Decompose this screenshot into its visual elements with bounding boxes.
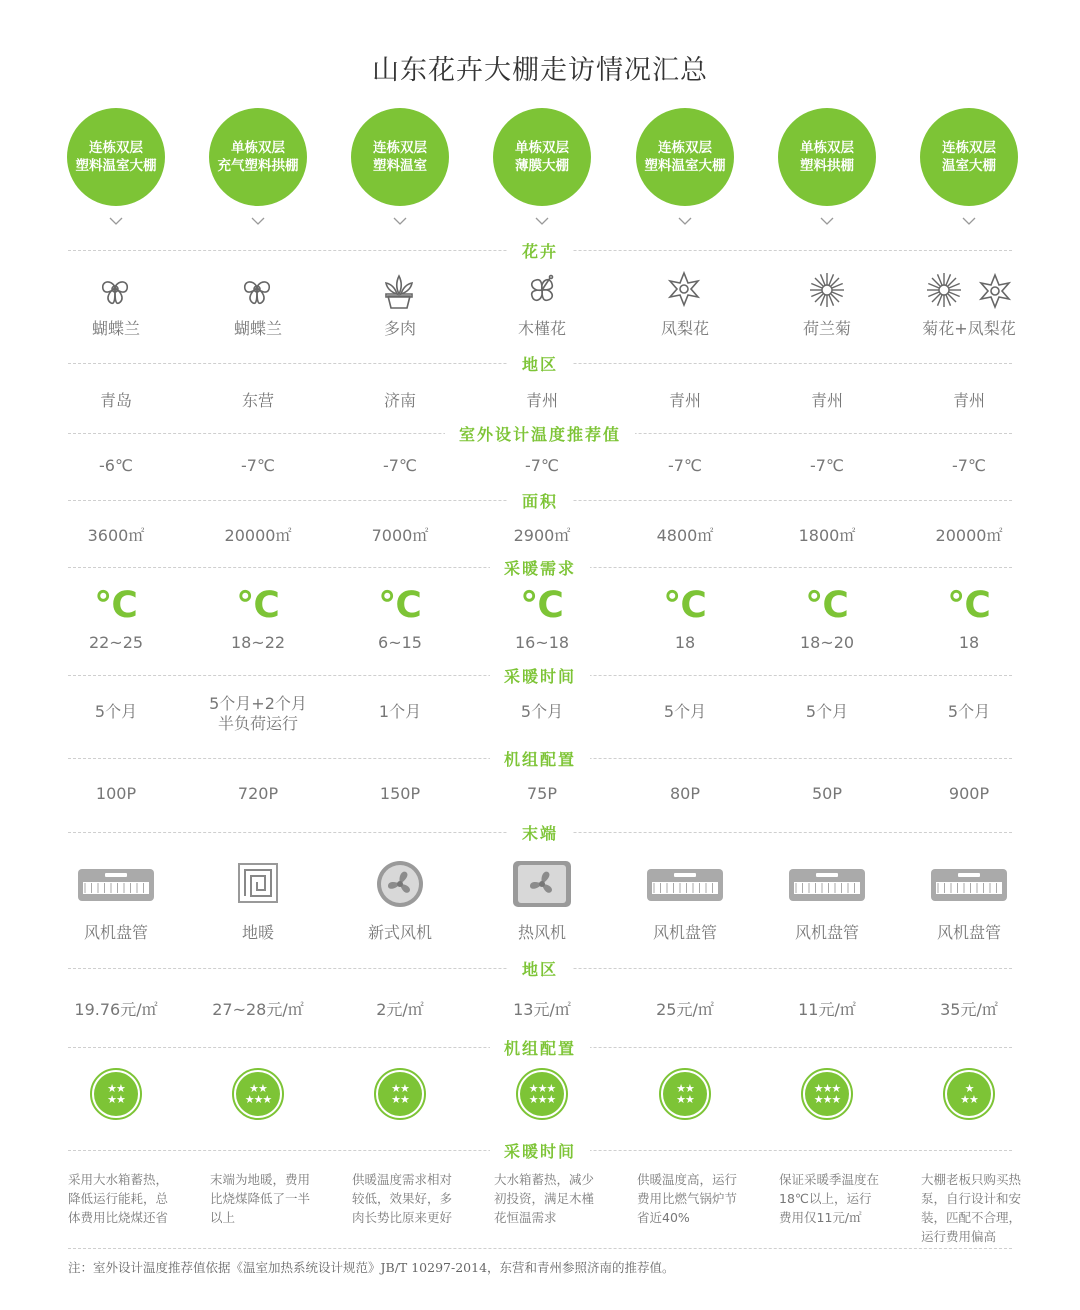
region-value: 济南 [383,391,416,410]
chevron-down-icon [962,210,976,229]
new-fan-icon [376,860,424,912]
orchid-icon [238,270,276,312]
heating-time-line1: 5个月 [663,702,707,721]
heating-temp-value: 16~18 [514,633,570,652]
heating-time-line1: 1个月 [378,702,422,721]
remark-text [779,1170,909,1227]
outdoor-temp-value: -6℃ [99,456,133,475]
section-header [0,957,1080,980]
remark-line: 费用比燃气锅炉节 [637,1191,738,1206]
heating-time-value [183,694,333,734]
outdoor-temp-value: -7℃ [952,456,986,475]
terminal-name: 风机盘管 [652,923,717,942]
remark-text [494,1170,624,1227]
remark-text [68,1170,198,1227]
star-icons: ★ ★★ [947,1072,991,1116]
celsius-icon: ℃ [947,585,991,626]
remark-text [637,1170,767,1227]
heater-fan-icon [512,860,572,912]
greenhouse-type-badge [778,108,876,206]
greenhouse-type-badge [636,108,734,206]
heating-time-line1: 5个月 [805,702,849,721]
terminal-name: 地暖 [241,923,274,942]
remark-line: 供暖温度高，运行 [637,1172,738,1187]
greenhouse-type-line2: 薄膜大棚 [515,158,569,174]
greenhouse-type-badge [67,108,165,206]
chevron-down-icon [393,210,407,229]
star-rating-badge [516,1068,568,1120]
remark-line: 运行费用偏高 [921,1229,997,1244]
fan-coil-icon [646,868,724,906]
remark-line: 降低运行能耗，总 [68,1191,169,1206]
flower-name: 蝴蝶兰 [233,319,282,338]
bromeliad-icon [665,270,703,312]
unit-config-value: 720P [237,784,279,803]
heating-time-value [894,702,1044,722]
chevron-down-icon [678,210,692,229]
heating-time-value [41,702,191,722]
section-header [0,1036,1080,1059]
area-value: 20000㎡ [935,526,1003,545]
greenhouse-type-line2: 塑料温室 [373,158,427,174]
section-header [0,1139,1080,1162]
outdoor-temp-value: -7℃ [810,456,844,475]
celsius-icon: ℃ [520,585,564,626]
greenhouse-type-line1: 连栋双层 [942,140,996,156]
flower-name: 木槿花 [517,319,566,338]
heating-time-line2: 半负荷运行 [217,714,298,733]
unit-config-value: 50P [811,784,842,803]
section-header-label: 机组配置 [490,750,590,769]
remark-line: 费用仅11元/㎡ [779,1210,862,1225]
section-header [0,239,1080,262]
greenhouse-type-line1: 连栋双层 [373,140,427,156]
aster-icon [807,270,847,314]
greenhouse-type-line2: 塑料温室大棚 [644,158,726,174]
terminal-name: 风机盘管 [794,923,859,942]
area-value: 4800㎡ [656,526,714,545]
remark-line: 18℃以上，运行 [779,1191,872,1206]
remark-line: 比烧煤降低了一半 [210,1191,311,1206]
heating-temp-value: 18~20 [799,633,855,652]
terminal-name: 新式风机 [367,923,432,942]
remark-line: 体费用比烧煤还省 [68,1210,169,1225]
hibiscus-icon [522,270,562,314]
cost-value: 11元/㎡ [798,1000,856,1019]
region-value: 青岛 [99,391,132,410]
unit-config-value: 900P [948,784,990,803]
unit-config-value: 75P [526,784,557,803]
remark-line: 肉长势比原来更好 [352,1210,453,1225]
remark-line: 泵，自行设计和安 [921,1191,1022,1206]
outdoor-temp-value: -7℃ [525,456,559,475]
outdoor-temp-value: -7℃ [241,456,275,475]
greenhouse-type-line2: 塑料温室大棚 [75,158,157,174]
cost-value: 35元/㎡ [940,1000,998,1019]
chevron-down-icon [535,210,549,229]
unit-config-value: 150P [379,784,421,803]
greenhouse-type-line1: 单栋双层 [231,140,285,156]
region-value: 青州 [525,391,558,410]
star-icons: ★★ ★★ [663,1072,707,1116]
greenhouse-type-line1: 单栋双层 [800,140,854,156]
heating-time-value [325,702,475,722]
area-value: 7000㎡ [371,526,429,545]
section-header [0,422,1080,445]
region-value: 东营 [241,391,274,410]
flower-name: 多肉 [383,319,416,338]
flower-name: 荷兰菊 [802,319,851,338]
succulent-icon [380,270,418,314]
section-header-label: 面积 [508,492,572,511]
greenhouse-type-line2: 温室大棚 [942,158,996,174]
unit-config-value: 80P [669,784,700,803]
section-header-label: 机组配置 [490,1039,590,1058]
star-rating-badge [659,1068,711,1120]
section-header-label: 采暖时间 [490,1142,590,1161]
star-rating-badge [232,1068,284,1120]
section-header [0,664,1080,687]
area-value: 1800㎡ [798,526,856,545]
section-header-label: 花卉 [508,242,572,261]
remark-line: 较低，效果好，多 [352,1191,453,1206]
celsius-icon: ℃ [378,585,422,626]
heating-temp-value: 22~25 [88,633,144,652]
cost-value: 13元/㎡ [513,1000,571,1019]
chevron-down-icon [109,210,123,229]
section-header-label: 室外设计温度推荐值 [445,425,635,444]
star-icons: ★★★ ★★★ [805,1072,849,1116]
heating-temp-value: 18 [958,633,980,652]
region-value: 青州 [952,391,985,410]
cost-value: 19.76元/㎡ [74,1000,158,1019]
fan-coil-icon [930,868,1008,906]
heating-time-line1: 5个月 [947,702,991,721]
heating-time-line1: 5个月+2个月 [209,694,307,713]
remark-line: 末端为地暖，费用 [210,1172,311,1187]
heating-temp-value: 18~22 [230,633,286,652]
greenhouse-type-line1: 连栋双层 [89,140,143,156]
section-header-label: 采暖时间 [490,667,590,686]
section-header [0,489,1080,512]
celsius-icon: ℃ [663,585,707,626]
cost-value: 25元/㎡ [656,1000,714,1019]
area-value: 2900㎡ [513,526,571,545]
celsius-icon: ℃ [94,585,138,626]
star-icons: ★★ ★★★ [236,1072,280,1116]
greenhouse-type-line1: 单栋双层 [515,140,569,156]
remark-line: 供暖温度需求相对 [352,1172,453,1187]
fan-coil-icon [77,868,155,906]
remark-line: 省近40% [637,1210,690,1225]
greenhouse-type-line1: 连栋双层 [658,140,712,156]
remark-text [210,1170,340,1227]
heating-temp-value: 18 [674,633,696,652]
cost-value: 27~28元/㎡ [212,1000,304,1019]
heating-temp-value: 6~15 [378,633,422,652]
section-header-label: 采暖需求 [490,559,590,578]
terminal-name: 风机盘管 [83,923,148,942]
remark-text [921,1170,1051,1246]
footnote: 注：室外设计温度推荐值依据《温室加热系统设计规范》JB/T 10297-2014，东营和青州参照济南的推荐值。 [68,1260,675,1275]
region-value: 青州 [668,391,701,410]
star-rating-badge [943,1068,995,1120]
section-header [0,556,1080,579]
star-rating-badge [374,1068,426,1120]
remark-line: 保证采暖季温度在 [779,1172,880,1187]
area-value: 20000㎡ [224,526,292,545]
star-icons: ★★★ ★★★ [520,1072,564,1116]
area-value: 3600㎡ [87,526,145,545]
flower-name: 蝴蝶兰 [91,319,140,338]
greenhouse-type-badge [209,108,307,206]
flower-name: 菊花+凤梨花 [922,319,1016,338]
chevron-down-icon [251,210,265,229]
terminal-name: 热风机 [517,923,566,942]
star-rating-badge [90,1068,142,1120]
section-header [0,352,1080,375]
heating-time-value [467,702,617,722]
outdoor-temp-value: -7℃ [668,456,702,475]
terminal-name: 风机盘管 [936,923,1001,942]
remark-line: 大水箱蓄热，减少 [494,1172,595,1187]
star-icons: ★★ ★★ [94,1072,138,1116]
unit-config-value: 100P [95,784,137,803]
celsius-icon: ℃ [805,585,849,626]
chevron-down-icon [820,210,834,229]
greenhouse-type-badge [920,108,1018,206]
orchid-icon [96,270,134,312]
region-value: 青州 [810,391,843,410]
heating-time-line1: 5个月 [94,702,138,721]
footer-divider [68,1248,1012,1249]
section-header [0,747,1080,770]
outdoor-temp-value: -7℃ [383,456,417,475]
heating-time-value [752,702,902,722]
remark-line: 装，匹配不合理， [921,1210,1022,1225]
remark-line: 初投资，满足木槿 [494,1191,595,1206]
section-header-label: 地区 [508,960,572,979]
fan-coil-icon [788,868,866,906]
remark-line: 大棚老板只购买热 [921,1172,1022,1187]
star-icons: ★★ ★★ [378,1072,422,1116]
section-header [0,821,1080,844]
greenhouse-type-badge [493,108,591,206]
remark-text [352,1170,482,1227]
cost-value: 2元/㎡ [376,1000,424,1019]
heating-time-line1: 5个月 [520,702,564,721]
greenhouse-type-line2: 充气塑料拱棚 [217,158,299,174]
flower-name: 凤梨花 [660,319,709,338]
floor-heating-icon [235,860,281,910]
celsius-icon: ℃ [236,585,280,626]
remark-line: 以上 [210,1210,236,1225]
aster-bromeliad-icon [924,270,1014,314]
page-title: 山东花卉大棚走访情况汇总 [372,55,708,86]
greenhouse-type-line2: 塑料拱棚 [800,158,854,174]
greenhouse-type-badge [351,108,449,206]
section-header-label: 末端 [508,824,572,843]
heating-time-value [610,702,760,722]
remark-line: 花恒温需求 [494,1210,557,1225]
section-header-label: 地区 [508,355,572,374]
star-rating-badge [801,1068,853,1120]
remark-line: 采用大水箱蓄热， [68,1172,169,1187]
